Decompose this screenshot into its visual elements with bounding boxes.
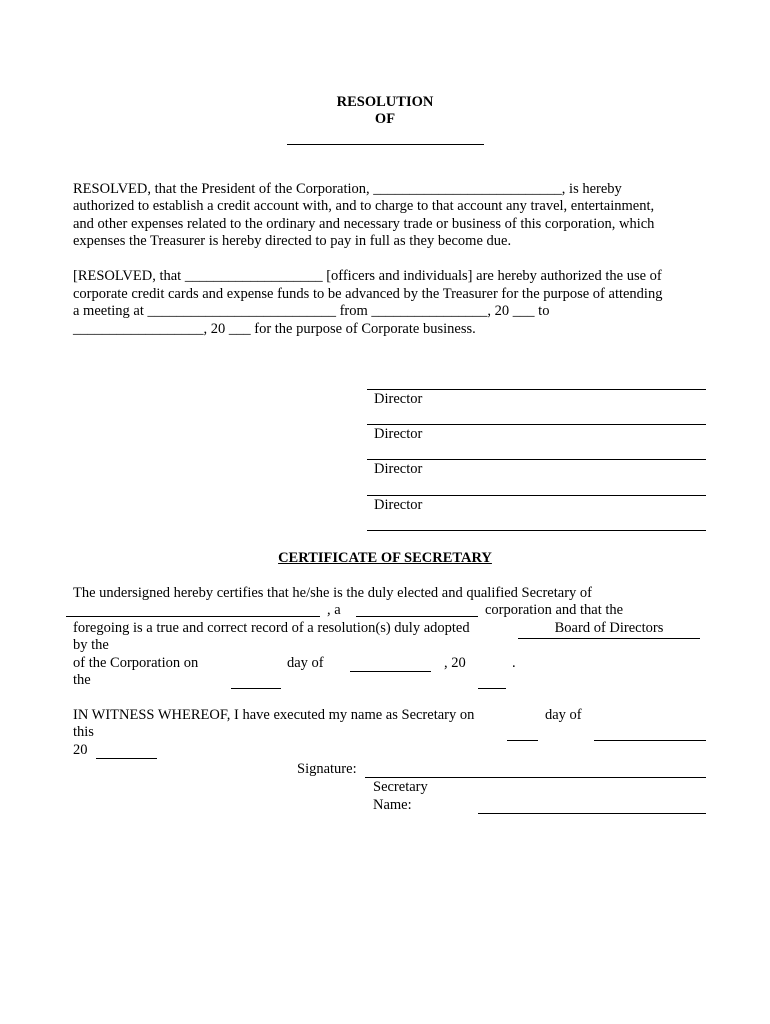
- director-label: Director: [374, 497, 423, 513]
- director-signature-line[interactable]: [367, 495, 706, 496]
- director-signature-line[interactable]: [367, 424, 706, 425]
- title-of: OF: [374, 111, 396, 127]
- resolution1-line4: expenses the Treasurer is hereby directed to pay in full as they become due.: [73, 233, 512, 249]
- director-label: Director: [374, 391, 423, 407]
- period-text: .: [512, 655, 516, 671]
- director-label: Director: [374, 426, 423, 442]
- witness-20-text: 20: [73, 742, 88, 758]
- name-line[interactable]: [478, 813, 706, 814]
- resolution2-line1: [RESOLVED, that ___________________ [officers and individuals] are hereby authorized the use of: [73, 268, 662, 284]
- day-blank[interactable]: [231, 688, 281, 689]
- director-signature-line[interactable]: [367, 530, 706, 531]
- board-of-directors-field[interactable]: Board of Directors: [518, 620, 700, 639]
- witness-year-blank[interactable]: [96, 758, 157, 759]
- foregoing-text: foregoing is a true and correct record of a resolution(s) duly adopted: [73, 620, 470, 636]
- corporation-text: corporation and that the: [485, 602, 624, 618]
- witness-day-blank[interactable]: [507, 740, 538, 741]
- name-label: Name:: [373, 797, 412, 813]
- certificate-line1: The undersigned hereby certifies that he/she is the duly elected and qualified Secretary of: [73, 585, 592, 601]
- title-blank-line[interactable]: [287, 144, 484, 145]
- comma-20-text: , 20: [444, 655, 466, 671]
- of-corporation-text: of the Corporation on: [73, 655, 199, 671]
- director-signature-line[interactable]: [367, 459, 706, 460]
- director-label: Director: [374, 461, 423, 477]
- resolution1-line3: and other expenses related to the ordinary and necessary trade or business of this corporation, which: [73, 216, 655, 232]
- state-blank[interactable]: [356, 616, 478, 617]
- resolution2-line2: corporate credit cards and expense funds to be advanced by the Treasurer for the purpose of attending: [73, 286, 663, 302]
- comma-a-text: , a: [327, 602, 341, 618]
- resolution2-line3: a meeting at __________________________ from ________________, 20 ___ to: [73, 303, 550, 319]
- director-signature-line[interactable]: [367, 389, 706, 390]
- the-text: the: [73, 672, 91, 688]
- signature-label: Signature:: [297, 761, 357, 777]
- certificate-heading: CERTIFICATE OF SECRETARY: [278, 550, 492, 566]
- secretary-label: Secretary: [373, 779, 428, 795]
- day-of-text: day of: [287, 655, 324, 671]
- resolution1-line2: authorized to establish a credit account with, and to charge to that account any travel, entertainment,: [73, 198, 655, 214]
- resolution1-line1: RESOLVED, that the President of the Corporation, __________________________, is hereby: [73, 181, 622, 197]
- witness-day-of-text: day of: [545, 707, 582, 723]
- resolution2-line4: __________________, 20 ___ for the purpose of Corporate business.: [73, 321, 476, 337]
- month-blank[interactable]: [350, 671, 431, 672]
- witness-month-blank[interactable]: [594, 740, 706, 741]
- witness-this-text: this: [73, 724, 94, 740]
- signature-line[interactable]: [365, 777, 706, 778]
- by-the-text: by the: [73, 637, 109, 653]
- corporation-name-blank[interactable]: [66, 616, 320, 617]
- year-blank[interactable]: [478, 688, 506, 689]
- title-resolution: RESOLUTION: [336, 94, 434, 110]
- witness-text: IN WITNESS WHEREOF, I have executed my name as Secretary on: [73, 707, 475, 723]
